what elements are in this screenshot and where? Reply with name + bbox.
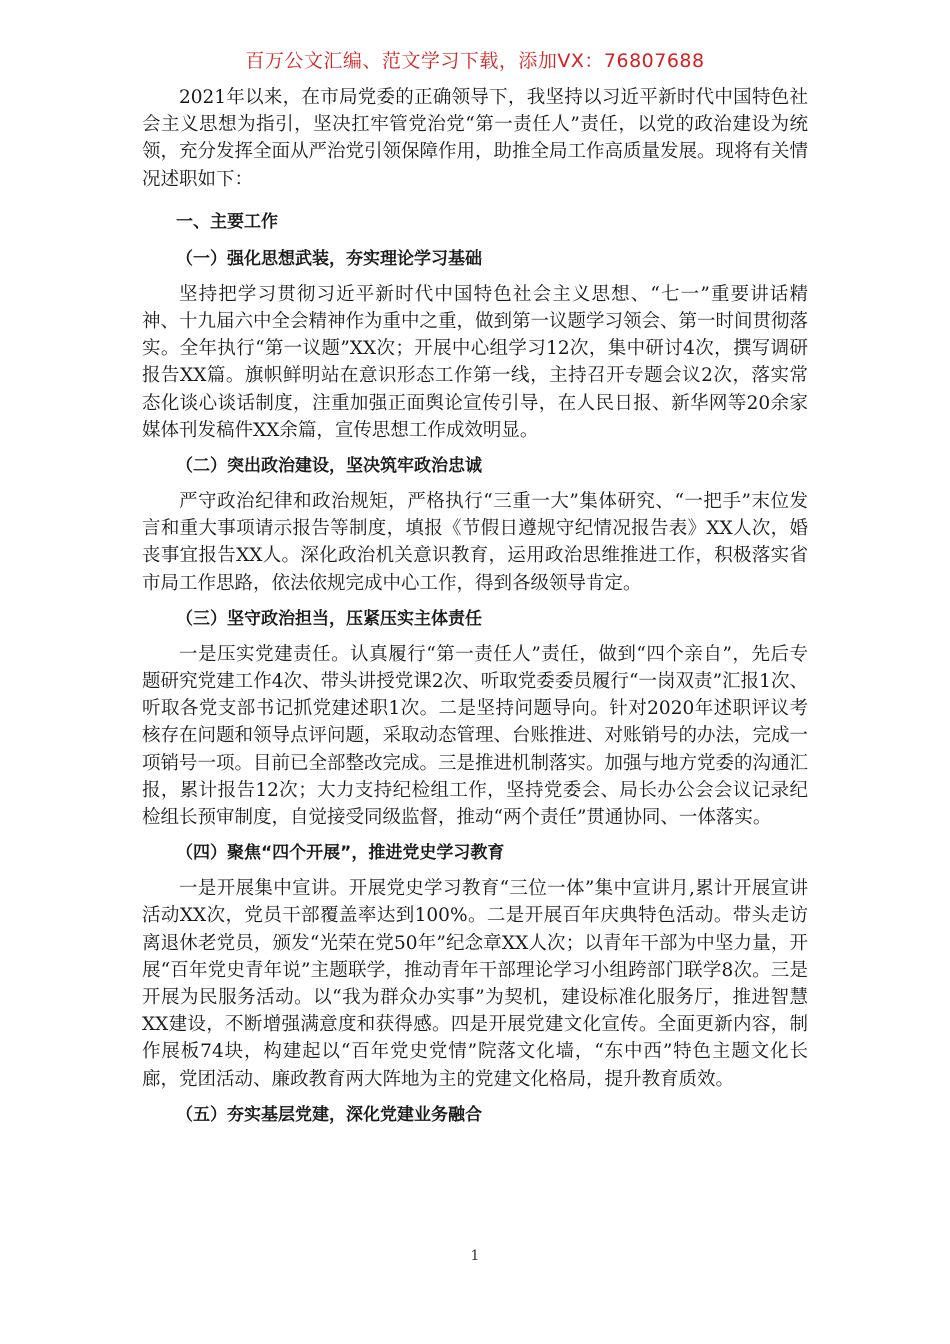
section-heading-main-work: 一、主要工作 <box>176 211 278 232</box>
subsection-heading-2: （二）突出政治建设，坚决筑牢政治忠诚 <box>176 456 482 477</box>
watermark-banner: 百万公文汇编、范文学习下载，添加VX：76807688 <box>245 50 705 72</box>
intro-paragraph: 2021年以来，在市局党委的正确领导下，我坚持以习近平新时代中国特色社会主义思想为指引，坚决扛牢管党治党“第一责任人”责任，以党的政治建设为统领，充分发挥全面从严治党引领保障作用，助推全局工作高质量发展。现将有关情况述职如下： <box>142 87 809 190</box>
subsection-heading-1: （一）强化思想武装，夯实理论学习基础 <box>176 248 482 269</box>
subsection-paragraph-4: 一是开展集中宣讲。开展党史学习教育“三位一体”集中宣讲月,累计开展宣讲活动XX次，党员干部覆盖率达到100%。二是开展百年庆典特色活动。带头走访离退休老党员，颁发“光荣在党50年”纪念章XX人次；以青年干部为中坚力量，开展“百年党史青年说”主题联学，推动青年干部理论学习小组跨部门联学8次。三是开展为民服务活动。以“我为群众办实事”为契机，建设标准化服务厅，推进智慧XX建设，不断增强满意度和获得感。四是开展党建文化宣传。全面更新内容，制作展板74块，构建起以“百年党史党情”院落文化墙，“东中西”特色主题文化长廊，党团活动、廉政教育两大阵地为主的党建文化格局，提升教育质效。 <box>142 878 808 1090</box>
subsection-heading-4: （四）聚焦“四个开展”，推进党史学习教育 <box>176 843 505 864</box>
document-body <box>142 84 808 1137</box>
page-number: 1 <box>470 1248 480 1264</box>
subsection-heading-3: （三）坚守政治担当，压紧压实主体责任 <box>176 608 482 629</box>
subsection-paragraph-1: 坚持把学习贯彻习近平新时代中国特色社会主义思想、“七一”重要讲话精神、十九届六中全会精神作为重中之重，做到第一议题学习领会、第一时间贯彻落实。全年执行“第一议题”XX次；开展中心组学习12次，集中研讨4次，撰写调研报告XX篇。旗帜鲜明站在意识形态工作第一线，主持召开专题会议2次，落实常态化谈心谈话制度，注重加强正面舆论宣传引导，在人民日报、新华网等20余家媒体刊发稿件XX余篇，宣传思想工作成效明显。 <box>142 283 809 441</box>
subsection-heading-5: （五）夯实基层党建，深化党建业务融合 <box>176 1104 482 1125</box>
subsection-paragraph-2: 严守政治纪律和政治规矩，严格执行“三重一大”集体研究、“一把手”末位发言和重大事项请示报告等制度，填报《节假日遵规守纪情况报告表》XX人次，婚丧事宜报告XX人。深化政治机关意识教育，运用政治思维推进工作，积极落实省市局工作思路，依法依规完成中心工作，得到各级领导肯定。 <box>142 491 808 594</box>
subsection-paragraph-3: 一是压实党建责任。认真履行“第一责任人”责任，做到“四个亲自”，先后专题研究党建工作4次、带头讲授党课2次、听取党委委员履行“一岗双责”汇报1次、听取各党支部书记抓党建述职1次。二是坚持问题导向。针对2020年述职评议考核存在问题和领导点评问题，采取动态管理、台账推进、对账销号的办法，完成一项销号一项。目前已全部整改完成。三是推进机制落实。加强与地方党委的沟通汇报，累计报告12次；大力支持纪检组工作，坚持党委会、局长办公会会议记录纪检组长预审制度，自觉接受同级监督，推动“两个责任”贯通协同、一体落实。 <box>142 643 809 829</box>
